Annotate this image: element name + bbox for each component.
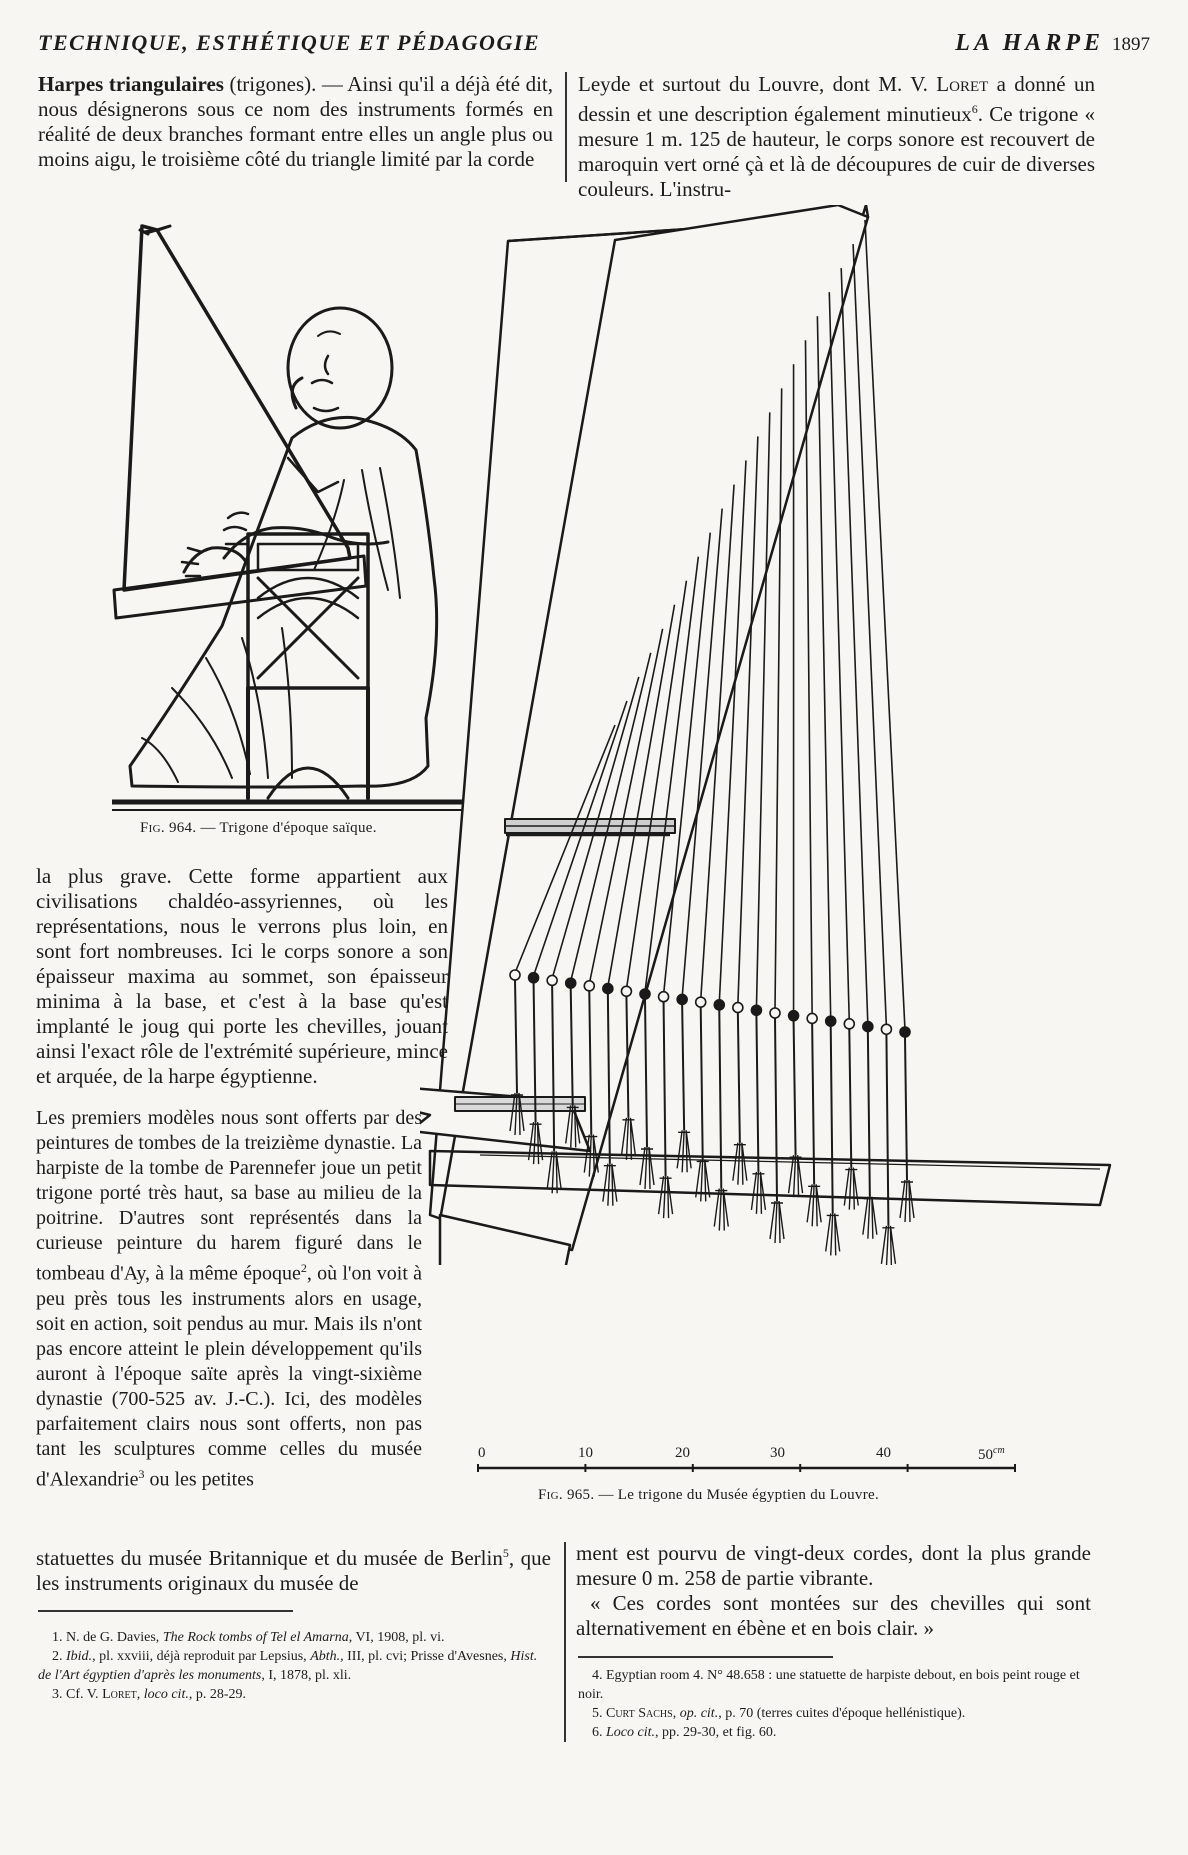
figure-965-caption-text: — Le trigone du Musée égyptien du Louvre. xyxy=(594,1487,880,1503)
harp-peg xyxy=(751,1005,761,1015)
harp-string xyxy=(853,244,886,1027)
footnote-rule-right xyxy=(578,1656,833,1658)
figure-965-caption xyxy=(538,1487,1038,1504)
harp-cord xyxy=(868,1032,870,1197)
footnotes-left xyxy=(38,1628,553,1704)
harp-tassel xyxy=(603,1164,617,1206)
footnote-6 xyxy=(578,1723,1093,1742)
harp-string xyxy=(865,220,905,1030)
footnotes-right xyxy=(578,1666,1093,1742)
harp-tassel xyxy=(659,1176,673,1218)
harp-cord xyxy=(645,999,647,1147)
harp-string xyxy=(805,340,812,1016)
harp-tassel xyxy=(696,1159,710,1201)
header-right-label: LA HARPE xyxy=(955,30,1104,56)
footnote-4-text: Egyptian room 4. N° 48.658 : une statuette de harpiste debout, en bois peint rouge et noir. xyxy=(578,1668,1080,1702)
footnote-3-c: , p. 28-29. xyxy=(188,1687,247,1702)
footnote-ref-3: 3 xyxy=(138,1466,145,1481)
harp-peg xyxy=(844,1019,854,1029)
footnote-6-b: , pp. 29-30, et fig. 60. xyxy=(655,1725,777,1740)
harp-cord xyxy=(775,1018,777,1201)
footnote-ref-6: 6 xyxy=(971,102,978,116)
middle-left-text-2c: ou les petites xyxy=(144,1468,254,1491)
author-name-loret: Loret xyxy=(936,72,989,96)
footnote-1-a: N. de G. Davies, xyxy=(62,1630,163,1645)
scale-tick-label: 20 xyxy=(675,1445,690,1461)
footnote-ref-5: 5 xyxy=(502,1546,509,1560)
harp-peg xyxy=(900,1027,910,1037)
harp-peg xyxy=(510,970,520,980)
scale-tick-label-50: 50 xyxy=(978,1447,993,1463)
harp-tassel xyxy=(733,1143,747,1185)
scale-tick-label: 10 xyxy=(578,1445,593,1461)
top-left-paragraph xyxy=(38,72,553,172)
harp-tassel xyxy=(900,1180,914,1222)
footnote-6-num: 6. xyxy=(592,1725,603,1740)
scale-tick-label: 30 xyxy=(770,1445,785,1461)
footnote-5-a: , xyxy=(672,1706,680,1721)
footnote-5 xyxy=(578,1704,1093,1723)
harp-peg xyxy=(714,1000,724,1010)
footnote-1-num: 1. xyxy=(52,1630,63,1645)
harp-peg xyxy=(863,1022,873,1032)
harp-cord xyxy=(738,1013,740,1143)
harp-peg xyxy=(529,973,539,983)
harp-peg xyxy=(807,1013,817,1023)
harp-tassel xyxy=(677,1130,691,1172)
footnote-2-b: , III, pl. cvi; Prisse d'Avesnes, xyxy=(340,1649,511,1664)
scale-tick-label-last xyxy=(978,1445,1005,1464)
scale-tick-label: 0 xyxy=(478,1445,486,1461)
footnote-4-num: 4. xyxy=(592,1668,603,1683)
harp-cord xyxy=(664,1002,666,1176)
footnote-2-c: , I, 1878, pl. xli. xyxy=(261,1668,352,1683)
scale-labels xyxy=(450,1445,1030,1469)
harp-peg xyxy=(696,997,706,1007)
bottom-left-text-a: statuettes du musée Britannique et du musée de Berlin xyxy=(36,1546,503,1570)
footnote-2-abth: Abth. xyxy=(310,1649,341,1664)
scale-tick-label: 40 xyxy=(876,1445,891,1461)
footnote-3-author: Loret xyxy=(102,1687,137,1702)
top-right-text-a: Leyde et surtout du Louvre, dont M. V. xyxy=(578,72,937,96)
footnote-5-author: Curt Sachs xyxy=(602,1706,673,1721)
top-left-text: — Ainsi qu'il a déjà été dit, nous désignerons sous ce nom des instruments formés en réalité de deux branches formant entre elles un angle plus ou moins aigu, le troisième côté du triangle limité par la corde xyxy=(38,72,553,171)
top-right-text-b: a donné un dessin et une description également minutieux xyxy=(578,72,1095,126)
footnote-5-b: , p. 70 (terres cuites d'époque hellénistique). xyxy=(718,1706,966,1721)
footnote-4 xyxy=(578,1666,1093,1704)
bottom-left-text-b: , que les instruments originaux du musée de xyxy=(36,1546,551,1595)
figure-965-trigone-drawing xyxy=(420,205,1120,1265)
harp-peg xyxy=(547,975,557,985)
harp-tassel xyxy=(751,1172,765,1214)
harp-peg xyxy=(621,986,631,996)
harp-cord xyxy=(905,1037,907,1180)
middle-left-paragraph-1 xyxy=(36,864,448,1089)
harp-peg xyxy=(881,1024,891,1034)
harp-peg xyxy=(566,978,576,988)
harp-cord xyxy=(794,1021,796,1155)
footnote-3-b: , xyxy=(136,1687,144,1702)
middle-left-text-1: la plus grave. Cette forme appartient aux civilisations chaldéo-assyriennes, où les représentations, nous le verrons plus loin, en sont fort nombreuses. Ici le corps sonore a son épaisseur maxima au sommet, son épaisseur minima à la base, et c'est à la base qu'est implanté le joug qui porte les chevilles, jouant ainsi l'exact rôle de l'extrémité supérieure, mince et arquée, de la harpe égyptienne. xyxy=(36,864,448,1088)
footnote-3-num: 3. xyxy=(52,1687,63,1702)
harp-tassel xyxy=(863,1197,877,1239)
footnote-1-b: , VI, 1908, pl. vi. xyxy=(348,1630,445,1645)
harp-peg xyxy=(659,992,669,1002)
harp-cord xyxy=(701,1007,703,1159)
figure-965-label: Fig. 965. xyxy=(538,1487,595,1503)
footnote-3 xyxy=(38,1685,553,1704)
footnote-5-num: 5. xyxy=(592,1706,603,1721)
page-number: 1897 xyxy=(1112,34,1150,55)
harp-cord xyxy=(719,1010,721,1189)
harp-peg xyxy=(603,984,613,994)
bottom-right-text-2: « Ces cordes sont montées sur des chevilles qui sont alternativement en ébène et en bois clair. » xyxy=(576,1591,1091,1640)
harp-string xyxy=(841,268,868,1024)
column-divider-bottom xyxy=(564,1542,566,1742)
harp-cord xyxy=(831,1026,833,1213)
footnote-1-title: The Rock tombs of Tel el Amarna xyxy=(162,1630,349,1645)
harp-tassel xyxy=(621,1118,635,1160)
running-header xyxy=(38,30,1150,64)
footnote-2-title: Hist. de l'Art égyptien d'après les monuments xyxy=(38,1649,538,1683)
harp-cord xyxy=(756,1015,758,1172)
harp-tassel xyxy=(826,1213,840,1255)
harp-peg xyxy=(789,1011,799,1021)
harp-peg xyxy=(677,994,687,1004)
harp-tassel xyxy=(844,1168,858,1210)
harp-peg xyxy=(733,1003,743,1013)
top-right-text-c: . Ce trigone « mesure 1 m. 125 de hauteur, le corps sonore est recouvert de maroquin vert orné çà et là de découpures de cuir de diverses couleurs. L'instru- xyxy=(578,102,1095,201)
harp-tassel xyxy=(807,1184,821,1226)
footnote-6-loco: Loco cit. xyxy=(602,1725,655,1740)
harp-cord xyxy=(849,1029,851,1168)
footnote-2 xyxy=(38,1647,553,1685)
footnote-2-a: , pl. xxviii, déjà reproduit par Lepsius, xyxy=(92,1649,311,1664)
figure-964-caption-text: — Trigone d'époque saïque. xyxy=(196,820,377,836)
footnote-1 xyxy=(38,1628,553,1647)
column-divider-top xyxy=(565,72,567,182)
harp-cord xyxy=(812,1023,814,1184)
section-heading-paren: (trigones). xyxy=(229,72,317,96)
figure-964-label: Fig. 964. xyxy=(140,820,197,836)
footnote-5-opcit: op. cit. xyxy=(679,1706,719,1721)
bottom-right-paragraph xyxy=(576,1541,1091,1641)
scale-unit: cm xyxy=(993,1445,1005,1456)
footnote-3-loco: loco cit. xyxy=(143,1687,189,1702)
harp-tassel xyxy=(640,1147,654,1189)
footnote-3-a: Cf. V. xyxy=(62,1687,103,1702)
harp-tassel xyxy=(770,1201,784,1243)
section-heading: Harpes triangulaires xyxy=(38,72,224,96)
harp-string xyxy=(817,316,830,1019)
middle-left-text-2b: , où l'on voit à peu près tous les instruments alors en usage, soit en action, soit pendus au mur. Mais ils n'ont pas encore atteint le plein développement qu'ils auront à l'époque saïte après la vingt-sixième dynastie (700-525 av. J.-C.). Ici, des modèles parfaitement clairs nous sont offerts, non pas tant les sculptures comme celles du musée d'Alexandrie xyxy=(36,1262,423,1491)
figure-964-harpist-illustration xyxy=(112,218,472,818)
footnote-ref-2: 2 xyxy=(300,1261,307,1275)
harp-peg xyxy=(640,989,650,999)
footnote-rule-left xyxy=(38,1610,293,1612)
bottom-left-paragraph xyxy=(36,1541,551,1596)
harp-tassel xyxy=(881,1226,895,1265)
top-right-paragraph xyxy=(578,72,1095,202)
footnote-2-ibid: Ibid. xyxy=(66,1649,93,1664)
middle-left-paragraph-2 xyxy=(36,1106,422,1492)
bottom-right-text-1: ment est pourvu de vingt-deux cordes, dont la plus grande mesure 0 m. 258 de partie vibrante. xyxy=(576,1541,1091,1590)
harp-peg xyxy=(826,1016,836,1026)
footnote-2-num: 2. xyxy=(52,1649,63,1664)
middle-left-text-2a: Les premiers modèles nous sont offerts par des peintures de tombes de la treizième dynastie. La harpiste de la tombe de Parennefer joue un petit trigone porté très haut, sa base au milieu de la poitrine. D'autres sont représentés dans la curieuse peinture du harem figuré dans le tombeau d'Ay, à la même époque xyxy=(36,1107,422,1285)
harp-cord xyxy=(682,1004,684,1130)
harp-peg xyxy=(770,1008,780,1018)
header-right-title xyxy=(955,30,1150,57)
harp-cord xyxy=(886,1034,888,1226)
header-left-title: TECHNIQUE, ESTHÉTIQUE ET PÉDAGOGIE xyxy=(38,30,541,55)
harp-peg xyxy=(584,981,594,991)
